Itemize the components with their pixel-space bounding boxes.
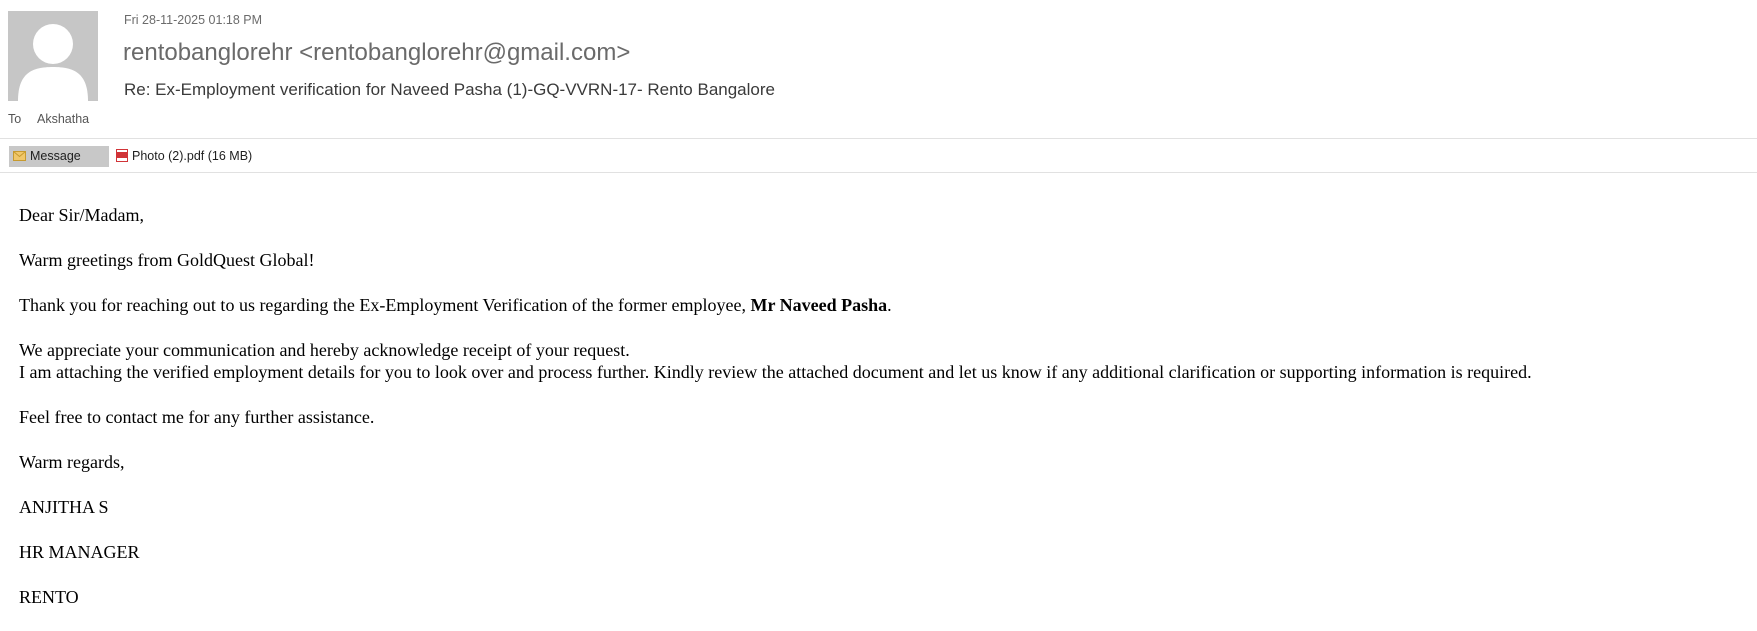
- attachment-pdf[interactable]: [116, 146, 252, 167]
- body-line-acknowledge: We appreciate your communication and hereby acknowledge receipt of your request.: [19, 340, 630, 360]
- body-line-attaching: I am attaching the verified employment details for you to look over and process further. Kindly review the attached document and let us know if any additional clarification or supporting information is required.: [19, 362, 1532, 382]
- envelope-icon: [13, 151, 26, 161]
- greeting: Dear Sir/Madam,: [19, 205, 144, 225]
- email-subject: Re: Ex-Employment verification for Naveed Pasha (1)-GQ-VVRN-17- Rento Bangalore: [124, 80, 775, 99]
- sender-name[interactable]: rentobanglorehr <rentobanglorehr@gmail.com>: [123, 39, 631, 66]
- tab-message[interactable]: [9, 146, 109, 167]
- tabs-divider: [0, 172, 1757, 173]
- body-line-contact: Feel free to contact me for any further assistance.: [19, 407, 375, 427]
- closing: Warm regards,: [19, 452, 125, 472]
- pdf-icon: [116, 149, 128, 162]
- recipient-name[interactable]: Akshatha: [37, 112, 90, 126]
- body-line-thanks: [19, 294, 1749, 316]
- employee-name: Mr Naveed Pasha: [750, 295, 888, 315]
- recipients-row: [8, 112, 89, 126]
- attachment-label: Photo (2).pdf (16 MB): [132, 149, 253, 163]
- body-line-greetings: Warm greetings from GoldQuest Global!: [19, 250, 315, 270]
- person-silhouette-icon: [8, 11, 98, 101]
- thanks-text: Thank you for reaching out to us regarding the Ex-Employment Verification of the former employee,: [19, 295, 751, 315]
- to-label: To: [8, 112, 22, 126]
- signature-title: HR MANAGER: [19, 542, 140, 562]
- header-divider: [0, 138, 1757, 139]
- signature-name: ANJITHA S: [19, 497, 109, 517]
- sent-date: Fri 28-11-2025 01:18 PM: [124, 13, 263, 27]
- signature-company: RENTO: [19, 587, 79, 607]
- message-header: [0, 0, 1757, 140]
- message-body: [19, 204, 1749, 631]
- sender-avatar: [8, 11, 98, 101]
- tab-message-label: Message: [30, 149, 81, 163]
- thanks-period: .: [887, 295, 892, 315]
